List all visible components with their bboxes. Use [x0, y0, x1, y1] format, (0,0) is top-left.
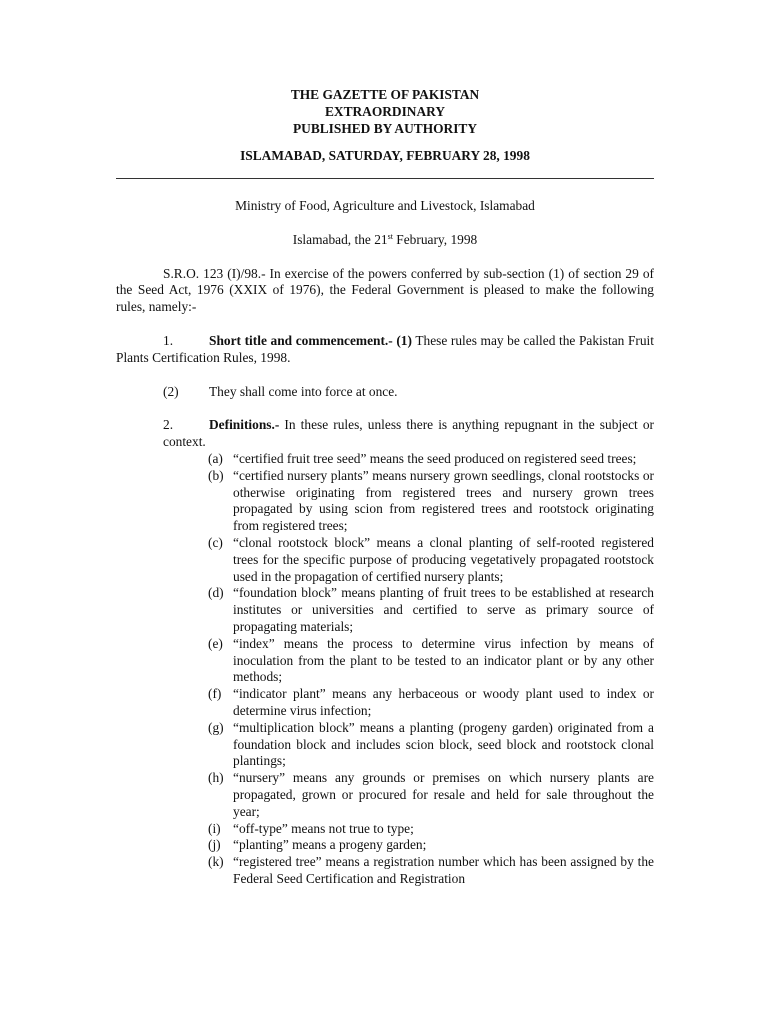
rule-1-text: These rules may be called the Pakistan Fruit Plants Certification Rules, 1998. [116, 332, 654, 365]
rule-2-number: 2. [163, 417, 174, 433]
issue-date [116, 232, 654, 249]
definition-text: “certified fruit tree seed” means the seed produced on registered seed trees; [233, 450, 637, 466]
definition-item [208, 686, 654, 720]
definition-item [208, 585, 654, 635]
definitions-list [116, 451, 654, 888]
definition-text: “registered tree” means a registration number which has been assigned by the Federal Seed Certification and Registration [233, 854, 654, 886]
rule-1-paragraph [116, 333, 654, 367]
rule-2-paragraph [116, 417, 654, 451]
definition-item [208, 837, 654, 854]
definition-label: (g) [208, 719, 224, 735]
rule-1-heading: Short title and commencement.- (1) [209, 332, 412, 348]
rule-2-heading: Definitions.- [209, 417, 280, 433]
definition-item [208, 535, 654, 585]
definition-label: (b) [208, 467, 224, 483]
definition-label: (a) [208, 450, 223, 466]
definition-text: “multiplication block” means a planting (progeny garden) originated from a foundation block and includes scion block, seed block and rootstock clonal plantings; [233, 719, 654, 769]
definition-text: “off-type” means not true to type; [233, 820, 414, 836]
definition-item [208, 636, 654, 686]
definition-text: “nursery” means any grounds or premises on which nursery plants are propagated, grown or procured for resale and held for sale throughout the year; [233, 770, 654, 819]
definition-text: “foundation block” means planting of fruit trees to be established at research institutes or universities and certified to serve as primary source of propagating materials; [233, 585, 654, 634]
definition-item [208, 770, 654, 820]
subrule-2-text: They shall come into force at once. [209, 383, 398, 399]
definition-text: “planting” means a progeny garden; [233, 837, 427, 853]
definition-label: (h) [208, 770, 224, 786]
definition-text: “certified nursery plants” means nursery grown seedlings, clonal rootstocks or otherwise originating from registered trees and nursery grown trees propagated by using scion from registered trees and rootstock originating from registered trees; [233, 467, 654, 534]
definition-text: “indicator plant” means any herbaceous or woody plant used to index or determine virus infection; [233, 686, 654, 718]
gazette-authority: PUBLISHED BY AUTHORITY [292, 121, 478, 136]
sro-paragraph: S.R.O. 123 (I)/98.- In exercise of the powers conferred by sub-section (1) of section 29 of the Seed Act, 1976 (XXIX of 1976), the Federal Government is pleased to make the following rules, namely:- [116, 265, 654, 315]
definition-item [208, 720, 654, 770]
definition-label: (d) [208, 585, 224, 601]
header-divider [116, 178, 654, 179]
issue-date-rest: February, 1998 [392, 231, 478, 247]
definition-item [208, 451, 654, 468]
definition-item [208, 821, 654, 838]
rule-1-number: 1. [163, 332, 174, 348]
gazette-header [116, 86, 654, 164]
issue-date-prefix: Islamabad, the 21 [292, 231, 388, 247]
gazette-subtitle: EXTRAORDINARY [324, 104, 446, 119]
definition-label: (e) [208, 635, 223, 651]
definition-label: (c) [208, 534, 223, 550]
gazette-page [116, 86, 654, 888]
definition-text: “clonal rootstock block” means a clonal planting of self-rooted registered trees for the specific purpose of producing vegetatively propagated rootstock used in the propagation of certified nursery plants; [233, 534, 654, 584]
subrule-2-number: (2) [163, 383, 179, 399]
definition-item [208, 854, 654, 888]
rule-2-text: In these rules, unless there is anything repugnant in the subject or context. [163, 417, 654, 450]
definition-text: “index” means the process to determine virus infection by means of inoculation from the plant to be tested to an indicator plant or by any other methods; [233, 635, 654, 685]
gazette-dateline: ISLAMABAD, SATURDAY, FEBRUARY 28, 1998 [240, 148, 530, 163]
rule-1-subrule-2 [116, 384, 654, 401]
definition-item [208, 468, 654, 535]
definition-label: (f) [208, 686, 222, 702]
issue-date-ordinal: st [387, 231, 393, 241]
definition-label: (i) [208, 820, 221, 836]
gazette-title: THE GAZETTE OF PAKISTAN [290, 87, 480, 102]
definition-label: (j) [208, 837, 221, 853]
ministry-line: Ministry of Food, Agriculture and Livestock, Islamabad [235, 198, 535, 213]
definition-label: (k) [208, 854, 224, 870]
